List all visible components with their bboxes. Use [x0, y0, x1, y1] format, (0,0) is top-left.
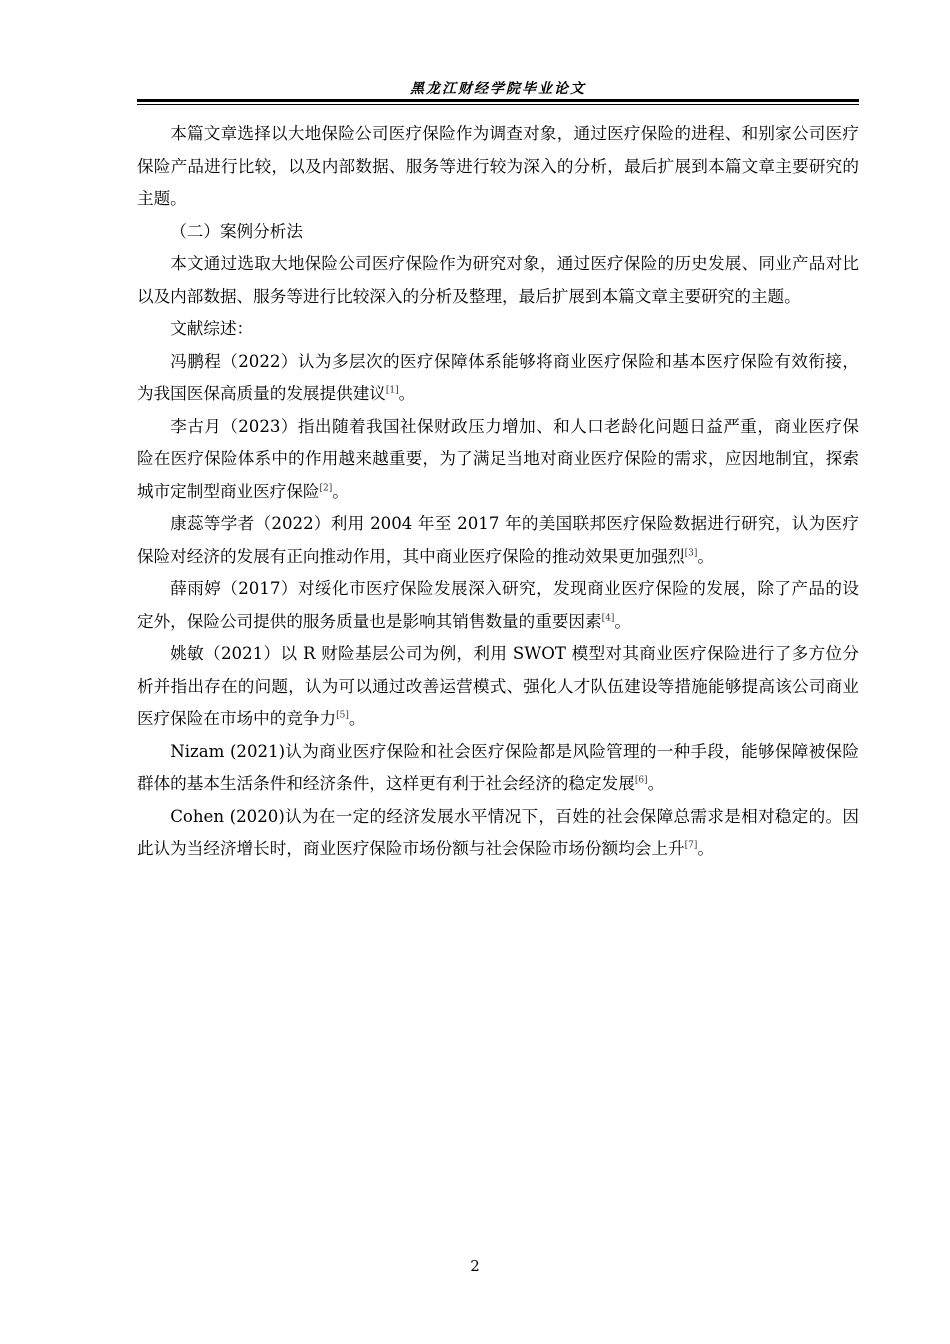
literature-paragraph: 李古月（2023）指出随着我国社保财政压力增加、和人口老龄化问题日益严重，商业医疗保险在医疗保险体系中的作用越来越重要，为了满足当地对商业医疗保险的需求，应因地制宜，探索城市定制型商业医疗保险[2]。: [137, 416, 859, 501]
citation-ref: [7]: [684, 840, 698, 851]
page-number: 2: [470, 1257, 480, 1275]
citation-ref: [2]: [319, 482, 333, 493]
header-rule-thin: [137, 104, 859, 105]
citation-ref: [5]: [336, 710, 349, 721]
document-body: [137, 118, 859, 866]
citation-ref: [1]: [385, 385, 399, 396]
literature-paragraph: 姚敏（2021）以 R 财险基层公司为例，利用 SWOT 模型对其商业医疗保险进行了多方位分析并指出存在的问题，认为可以通过改善运营模式、强化人才队伍建设等措施能够提高该公司商业医疗保险在市场中的竞争力[5]。: [137, 644, 859, 728]
section-label: 文献综述：: [170, 319, 254, 338]
literature-paragraph: Nizam (2021)认为商业医疗保险和社会医疗保险都是风险管理的一种手段，能够保障被保险群体的基本生活条件和经济条件，这样更有利于社会经济的稳定发展[6]。: [137, 741, 859, 793]
paragraph: 本篇文章选择以大地保险公司医疗保险作为调查对象，通过医疗保险的进程、和别家公司医疗保险产品进行比较，以及内部数据、服务等进行较为深入的分析，最后扩展到本篇文章主要研究的主题。: [137, 124, 859, 208]
header-rule-thick: [137, 99, 859, 102]
literature-paragraph: 康蕊等学者（2022）利用 2004 年至 2017 年的美国联邦医疗保险数据进行研究，认为医疗保险对经济的发展有正向推动作用，其中商业医疗保险的推动效果更加强烈[3]。: [137, 514, 859, 566]
section-heading: （二）案例分析法: [170, 221, 303, 241]
page-header: 黑龙江财经学院毕业论文: [410, 81, 586, 97]
citation-ref: [3]: [684, 547, 698, 558]
literature-paragraph: Cohen (2020)认为在一定的经济发展水平情况下，百姓的社会保障总需求是相对稳定的。因此认为当经济增长时，商业医疗保险市场份额与社会保险市场份额均会上升[7]。: [137, 806, 859, 858]
literature-paragraph: 薛雨婷（2017）对绥化市医疗保险发展深入研究，发现商业医疗保险的发展，除了产品的设定外，保险公司提供的服务质量也是影响其销售数量的重要因素[4]。: [137, 579, 859, 631]
citation-ref: [6]: [634, 775, 648, 786]
literature-paragraph: 冯鹏程（2022）认为多层次的医疗保障体系能够将商业医疗保险和基本医疗保险有效衔接，为我国医保高质量的发展提供建议[1]。: [137, 351, 859, 403]
paragraph: 本文通过选取大地保险公司医疗保险作为研究对象，通过医疗保险的历史发展、同业产品对比以及内部数据、服务等进行比较深入的分析及整理，最后扩展到本篇文章主要研究的主题。: [137, 254, 859, 306]
citation-ref: [4]: [601, 612, 615, 623]
